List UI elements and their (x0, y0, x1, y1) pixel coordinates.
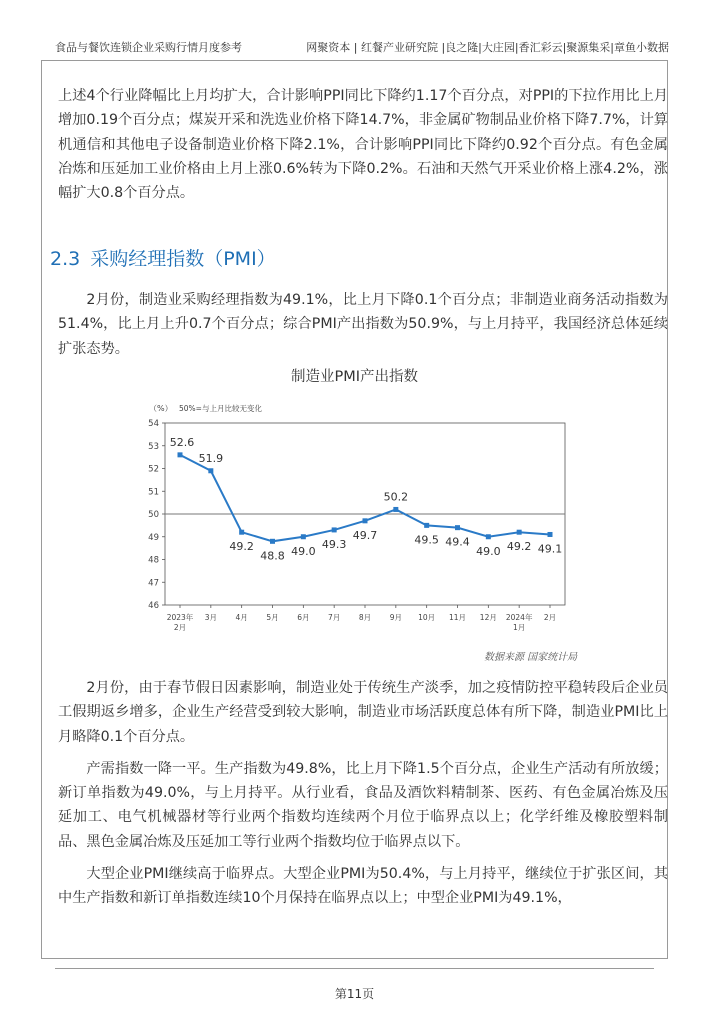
data-label: 51.9 (198, 451, 224, 465)
pmi-intro-block (58, 288, 668, 361)
data-point (239, 530, 244, 535)
data-point (363, 518, 368, 523)
paragraph-pmi-intro: 2月份，制造业采购经理指数为49.1%，比上月下降0.1个百分点；非制造业商务活动指数为51.4%，比上月上升0.7个百分点；综合PMI产出指数为50.9%，与上月持平，我国经济总体延续扩张态势。 (58, 292, 668, 357)
x-tick-label: 2月 (543, 613, 557, 622)
body-text-block (58, 676, 668, 911)
y-tick-label: 48 (148, 555, 159, 566)
x-tick-label: 11月 (448, 613, 467, 622)
x-tick-label: 2024年 1月 (505, 613, 533, 632)
y-tick-label: 46 (148, 601, 159, 611)
data-label: 48.8 (260, 549, 285, 563)
section-heading (50, 244, 276, 271)
y-tick-label: 49 (148, 532, 159, 543)
data-point (393, 507, 398, 512)
data-point (178, 452, 183, 457)
y-tick-label: 50 (148, 510, 159, 520)
chart-title: 制造业PMI产出指数 (290, 369, 419, 385)
data-point (424, 523, 429, 528)
header-sources: 网聚资本 | 红餐产业研究院 |良之隆|大庄园|香汇彩云|聚源集采|章鱼小数据 (306, 41, 669, 54)
data-label: 49.0 (476, 544, 501, 558)
footer-divider (55, 968, 654, 969)
page-frame-left (41, 60, 42, 958)
source-note: 数据来源 国家统计局 (484, 652, 578, 663)
data-point (486, 534, 491, 539)
x-tick-label: 3月 (204, 613, 217, 622)
paragraph-industry-prices: 上述4个行业降幅比上月均扩大，合计影响PPI同比下降约1.17个百分点，对PPI的下拉作用比上月增加0.19个百分点；煤炭开采和洗选业价格下降14.7%，非金属矿物制品业价格下降7.7%，计算机通信和其他电子设备制造业价格下降2.1%，合计影响PPI同比下降约0.92个百分点。有色金属冶炼和压延加工业价格由上月上涨0.6%转为下降0.2%。石油和天然气开采业价格上涨4.2%，涨幅扩大0.8个百分点。 (58, 88, 668, 202)
x-tick-label: 4月 (235, 613, 248, 622)
data-label: 52.6 (169, 435, 195, 449)
x-tick-label: 5月 (266, 613, 279, 622)
data-label: 50.2 (383, 490, 409, 504)
x-tick-label: 9月 (389, 613, 402, 622)
page-number: 第11页 (334, 987, 375, 1001)
data-point (548, 532, 553, 537)
pmi-line-chart (135, 395, 575, 645)
y-tick-label: 54 (148, 419, 159, 429)
x-tick-label: 10月 (418, 613, 436, 622)
y-tick-label: 47 (148, 578, 159, 589)
header-divider (41, 60, 668, 61)
section-number: 2.3 (50, 248, 81, 270)
y-tick-label: 51 (148, 487, 159, 498)
x-tick-label: 7月 (328, 613, 341, 622)
y-unit-label: （%） (149, 404, 173, 413)
data-point (208, 468, 213, 473)
data-label: 49.2 (506, 540, 532, 554)
x-tick-label: 6月 (297, 613, 310, 622)
paragraph-large-enterprise: 大型企业PMI继续高于临界点。大型企业PMI为50.4%，与上月持平，继续位于扩张区间，其中生产指数和新订单指数连续10个月保持在临界点以上；中型企业PMI为49.1%， (58, 866, 668, 907)
top-text-block (58, 84, 668, 205)
data-point (301, 534, 306, 539)
y-tick-label: 52 (148, 464, 159, 475)
x-tick-label: 8月 (358, 613, 372, 622)
paragraph-production-demand: 产需指数一降一平。生产指数为49.8%，比上月下降1.5个百分点，企业生产活动有所放缓；新订单指数为49.0%，与上月持平。从行业看，食品及酒饮料精制茶、医药、有色金属冶炼及压延加工、电气机械器材等行业两个指数均连续两个月位于临界点以上；化学纤维及橡胶塑料制品、黑色金属冶炼及压延加工等行业两个指数均位于临界点以下。 (58, 760, 668, 850)
data-label: 49.0 (291, 544, 316, 558)
paragraph-february-pmi: 2月份，由于春节假日因素影响，制造业处于传统生产淡季，加之疫情防控平稳转段后企业员工假期返乡增多，企业生产经营受到较大影响，制造业市场活跃度总体有所下降，制造业PMI比上月略降0.1个百分点。 (58, 680, 668, 745)
data-point (517, 530, 522, 535)
section-title: 采购经理指数（PMI） (90, 248, 276, 270)
data-label: 49.2 (229, 540, 254, 554)
data-label: 49.3 (321, 537, 347, 551)
page-frame-bottom (41, 958, 668, 959)
reference-note: 50%=与上月比较无变化 (179, 404, 262, 413)
data-label: 49.4 (445, 535, 470, 549)
data-label: 49.5 (414, 533, 439, 547)
data-point (455, 525, 460, 530)
data-point (332, 527, 337, 532)
x-tick-label: 12月 (479, 613, 497, 622)
y-tick-label: 53 (148, 441, 159, 452)
data-point (270, 539, 275, 544)
data-label: 49.1 (537, 542, 563, 556)
data-label: 49.7 (352, 528, 378, 542)
header-title: 食品与餐饮连锁企业采购行情月度参考 (55, 41, 242, 54)
x-tick-label: 2023年 2月 (166, 613, 194, 632)
